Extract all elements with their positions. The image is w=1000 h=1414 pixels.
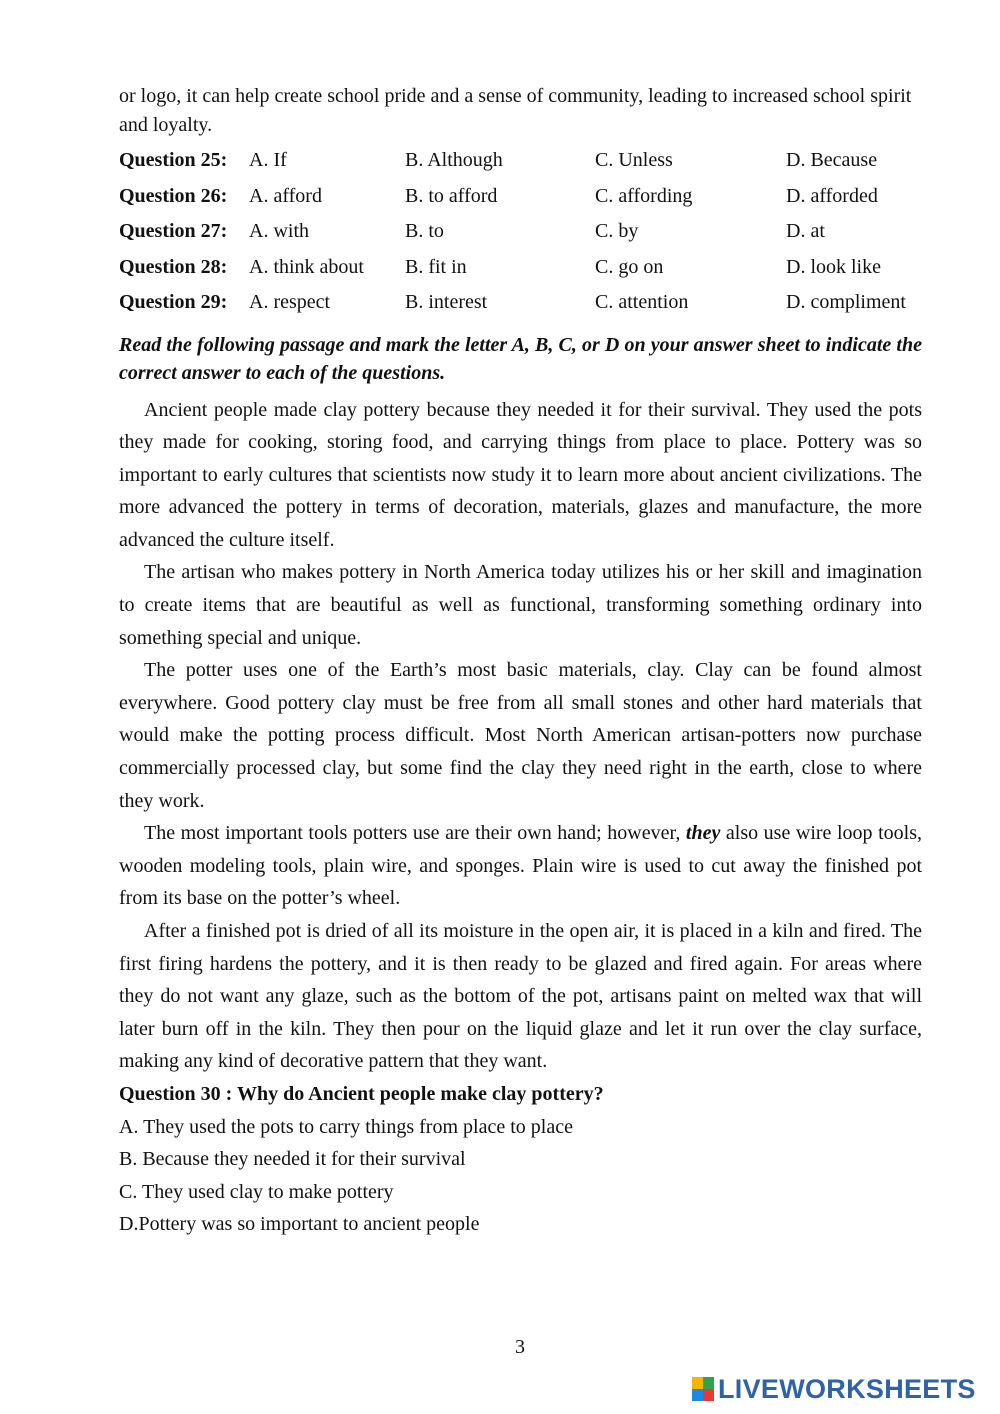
question-label: Question 27: — [119, 220, 228, 242]
passage-paragraph-4 — [119, 817, 922, 915]
intro-text: or logo, it can help create school pride and a sense of community, leading to increased school spirit and loyalty. — [119, 85, 912, 136]
option-d[interactable]: D. at — [786, 220, 825, 242]
question-label: Question 25: — [119, 149, 228, 171]
question-30-option-d[interactable]: D.Pottery was so important to ancient people — [119, 1213, 480, 1236]
question-26-row — [119, 181, 922, 217]
question-30-option-c[interactable]: C. They used clay to make pottery — [119, 1180, 394, 1203]
option-b[interactable]: B. Although — [405, 149, 503, 171]
option-c[interactable]: C. affording — [595, 184, 693, 207]
emphasized-word-they: they — [685, 822, 721, 845]
brand-name: LIVEWORKSHEETS — [718, 1373, 976, 1404]
passage-paragraph-5: After a finished pot is dried of all its moisture in the open air, it is placed in a kiln and fired. The first firing hardens the pottery, and it is then ready to be glazed and fired again. For areas where they do not want any glaze, such as the bottom of the pot, artisans paint on melted wax that will later burn off in the kiln. They then pour on the liquid glaze and let it run over the clay surface, making any kind of decorative pattern that they want. — [119, 920, 922, 1073]
question-29-row — [119, 287, 922, 323]
option-c[interactable]: C. Unless — [595, 149, 673, 171]
question-label: Question 26: — [119, 184, 228, 207]
option-c[interactable]: C. by — [595, 220, 639, 242]
question-25-row — [119, 145, 922, 181]
document-page — [119, 82, 922, 1241]
passage-paragraph-3: The potter uses one of the Earth’s most basic materials, clay. Clay can be found almost everywhere. Good pottery clay must be free from all small stones and other hard materials that would make the potting process difficult. Most North American artisan-potters now purchase commercially processed clay, but some find the clay they need right in the earth, close to where they work. — [119, 659, 922, 812]
option-d[interactable]: D. Because — [786, 149, 878, 171]
question-30-prompt: Question 30 : Why do Ancient people make clay pottery? — [119, 1082, 604, 1105]
reading-instruction: Read the following passage and mark the letter A, B, C, or D on your answer sheet to indicate the correct answer to each of the questions. — [119, 333, 922, 384]
question-28-row — [119, 252, 922, 288]
question-30-option-a[interactable]: A. They used the pots to carry things from place to place — [119, 1115, 573, 1138]
option-c[interactable]: C. go on — [595, 255, 664, 278]
passage-paragraph-2: The artisan who makes pottery in North America today utilizes his or her skill and imagination to create items that are beautiful as well as functional, transforming something ordinary into something special and unique. — [119, 561, 922, 649]
option-a[interactable]: A. respect — [249, 291, 331, 313]
option-c[interactable]: C. attention — [595, 291, 689, 313]
page-number: 3 — [515, 1336, 525, 1358]
option-b[interactable]: B. to afford — [405, 184, 498, 207]
option-b[interactable]: B. fit in — [405, 255, 467, 278]
option-d[interactable]: D. look like — [786, 255, 881, 278]
option-d[interactable]: D. afforded — [786, 184, 878, 207]
liveworksheets-logo-icon — [692, 1377, 714, 1401]
question-label: Question 28: — [119, 255, 228, 278]
option-a[interactable]: A. If — [249, 149, 287, 171]
question-27-row — [119, 216, 922, 252]
option-d[interactable]: D. compliment — [786, 291, 906, 313]
paragraph-4-start: The most important tools potters use are their own hand; however, — [144, 822, 686, 845]
question-label: Question 29: — [119, 291, 228, 313]
paragraph-4-end: also use wire loop tools, wooden modeling tools, plain wire, and sponges. Plain wire is used to cut away the finished pot from its base on the potter’s wheel. — [119, 822, 922, 910]
question-30-option-b[interactable]: B. Because they needed it for their survival — [119, 1148, 466, 1171]
option-b[interactable]: B. interest — [405, 291, 488, 313]
option-a[interactable]: A. think about — [249, 255, 364, 278]
option-a[interactable]: A. afford — [249, 184, 322, 207]
passage-paragraph-1: Ancient people made clay pottery because they needed it for their survival. They used the pots they made for cooking, storing food, and carrying things from place to place. Pottery was so important to early cultures that scientists now study it to learn more about ancient civilizations. The more advanced the pottery in terms of decoration, materials, glazes and manufacture, the more advanced the culture itself. — [119, 398, 922, 551]
liveworksheets-logo — [692, 1374, 976, 1404]
option-b[interactable]: B. to — [405, 220, 444, 242]
option-a[interactable]: A. with — [249, 220, 309, 242]
